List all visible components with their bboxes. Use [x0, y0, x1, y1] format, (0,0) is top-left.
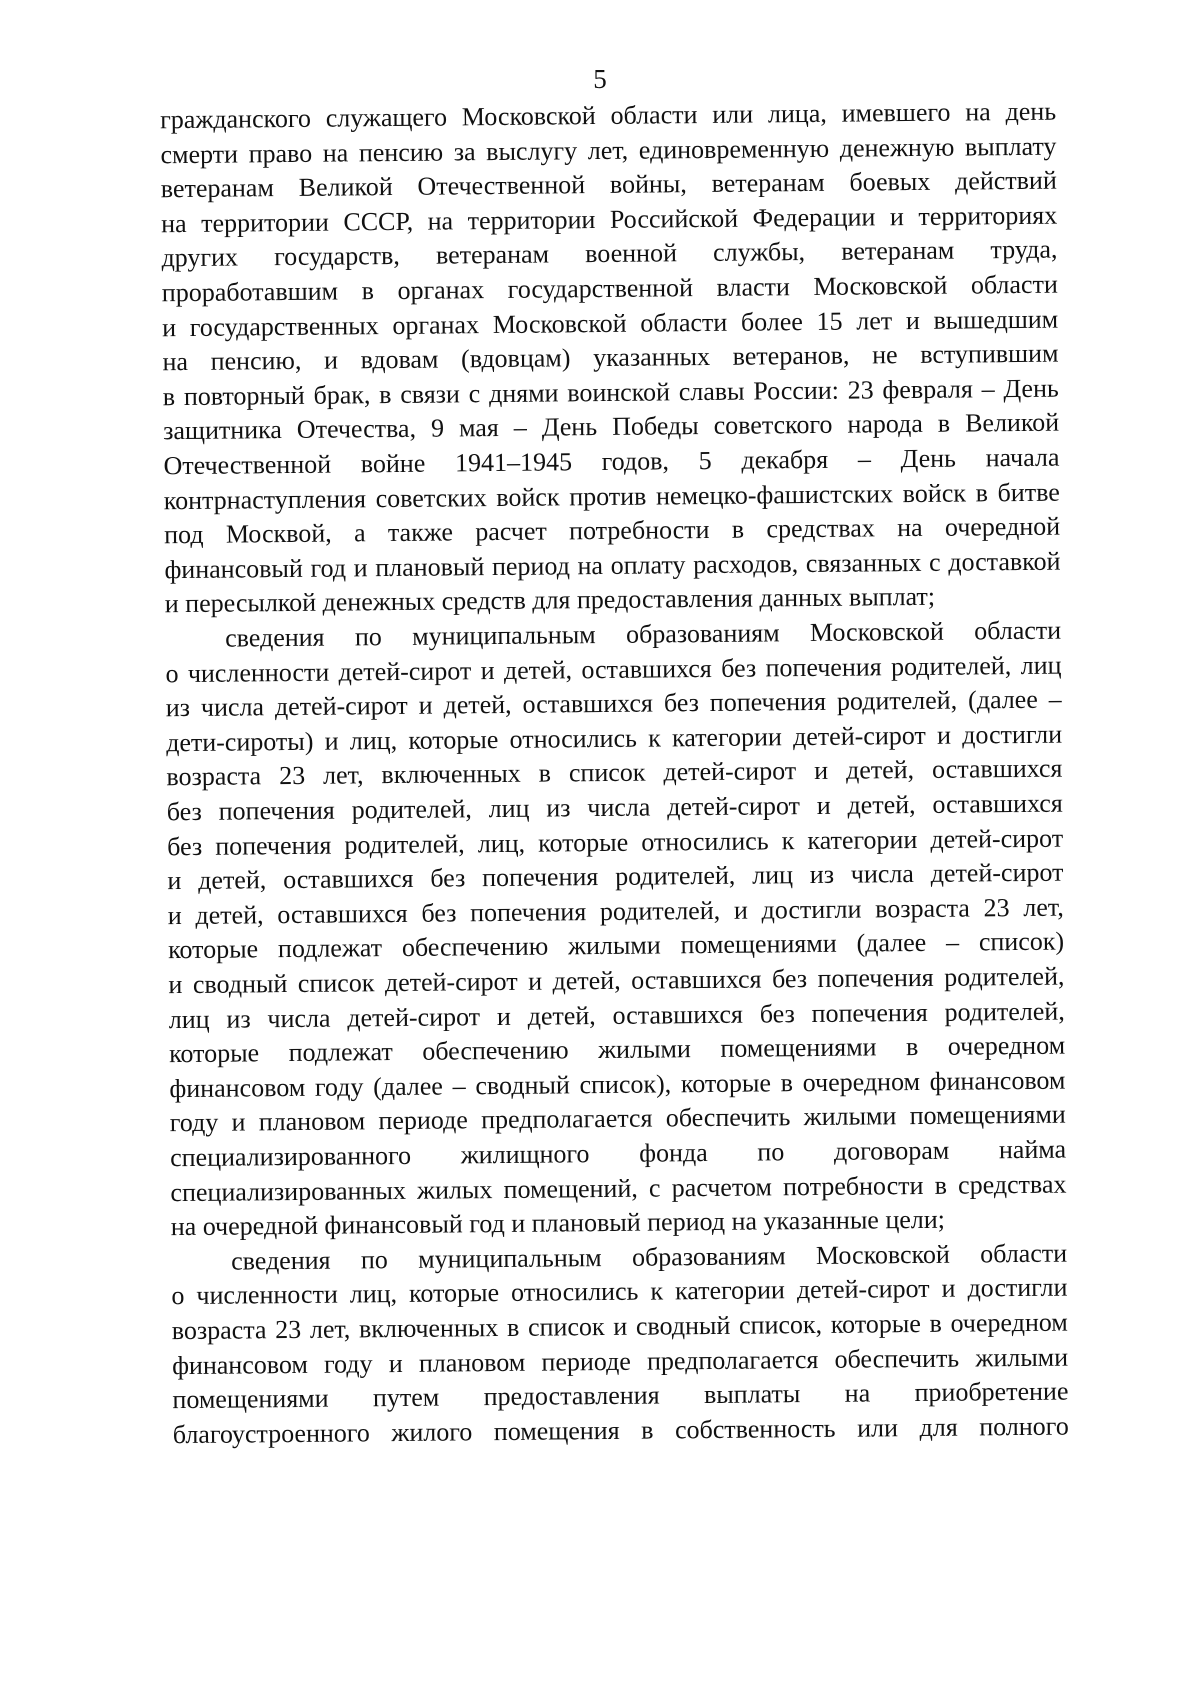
text-line: о численности лиц, которые относились к категории детей-сирот и достигли [171, 1272, 1068, 1311]
text-line: году и плановом периоде предполагается обеспечить жилыми помещениями [169, 1099, 1066, 1138]
text-line: других государств, ветеранам военной службы, ветеранам труда, [161, 235, 1058, 273]
text-line: гражданского служащего Московской области или лица, имевшего на день [160, 96, 1057, 135]
text-line: без попечения родителей, лиц, которые относились к категории детей-сирот [167, 823, 1064, 861]
text-line: без попечения родителей, лиц из числа детей-сирот и детей, оставшихся [166, 788, 1063, 827]
text-line: на пенсию, и вдовам (вдовцам) указанных ветеранов, не вступившим [162, 338, 1059, 377]
text-line: на территории СССР, на территории Российской Федерации и территориях [161, 200, 1058, 239]
text-line: финансовом году (далее – сводный список), которые в очередном финансовом [169, 1065, 1066, 1103]
text-line: и пересылкой денежных средств для предоставления данных выплат; [164, 582, 936, 619]
text-line: под Москвой, а также расчет потребности в средствах на очередной [164, 511, 1061, 550]
text-line: возраста 23 лет, включенных в список детей-сирот и детей, оставшихся [166, 753, 1063, 792]
text-line: и сводный список детей-сирот и детей, оставшихся без попечения родителей, [168, 961, 1065, 1000]
text-line: и государственных органах Московской области более 15 лет и вышедшим [162, 304, 1059, 342]
text-line: Отечественной войне 1941–1945 годов, 5 декабря – День начала [163, 442, 1060, 481]
text-line: сведения по муниципальным образованиям Московской области [225, 615, 1062, 653]
text-line: ветеранам Великой Отечественной войны, ветеранам боевых действий [160, 165, 1057, 204]
text-line: сведения по муниципальным образованиям Московской области [230, 1238, 1068, 1276]
text-line: защитника Отечества, 9 мая – День Победы советского народа в Великой [163, 407, 1060, 446]
text-line: и детей, оставшихся без попечения родителей, лиц из числа детей-сирот [167, 857, 1064, 896]
text-line: специализированного жилищного фонда по договорам найма [169, 1134, 1067, 1173]
text-line: на очередной финансовый год и плановый период на указанные цели; [170, 1204, 946, 1242]
text-line: благоустроенного жилого помещения в собственность или для полного [172, 1411, 1069, 1449]
text-line: проработавшим в органах государственной власти Московской области [161, 269, 1058, 308]
text-line: о численности детей-сирот и детей, оставшихся без попечения родителей, лиц [165, 650, 1062, 688]
text-line: контрнаступления советских войск против немецко-фашистских войск в битве [163, 477, 1060, 515]
text-line: дети-сироты) и лиц, которые относились к категории детей-сирот и достигли [166, 719, 1063, 757]
text-line: которые подлежат обеспечению жилыми помещениями в очередном [168, 1030, 1066, 1069]
text-line: финансовом году и плановом периоде предполагается обеспечить жилыми [171, 1342, 1069, 1380]
text-line: финансовый год и плановый период на оплату расходов, связанных с доставкой [164, 546, 1061, 584]
text-line: помещениями путем предоставления выплаты на приобретение [172, 1376, 1069, 1415]
text-line: возраста 23 лет, включенных в список и сводный список, которые в очередном [171, 1307, 1068, 1346]
text-line: и детей, оставшихся без попечения родителей, и достигли возраста 23 лет, [167, 892, 1064, 930]
text-line: специализированных жилых помещений, с расчетом потребности в средствах [170, 1169, 1067, 1207]
text-line: в повторный брак, в связи с днями воинской славы России: 23 февраля – День [162, 373, 1059, 412]
page-number: 5 [593, 64, 607, 94]
text-line: лиц из числа детей-сирот и детей, оставшихся без попечения родителей, [168, 996, 1065, 1034]
text-line: смерти право на пенсию за выслугу лет, единовременную денежную выплату [160, 131, 1057, 169]
text-line: из числа детей-сирот и детей, оставшихся без попечения родителей, (далее – [165, 684, 1062, 723]
text-line: которые подлежат обеспечению жилыми помещениями (далее – список) [168, 926, 1065, 965]
